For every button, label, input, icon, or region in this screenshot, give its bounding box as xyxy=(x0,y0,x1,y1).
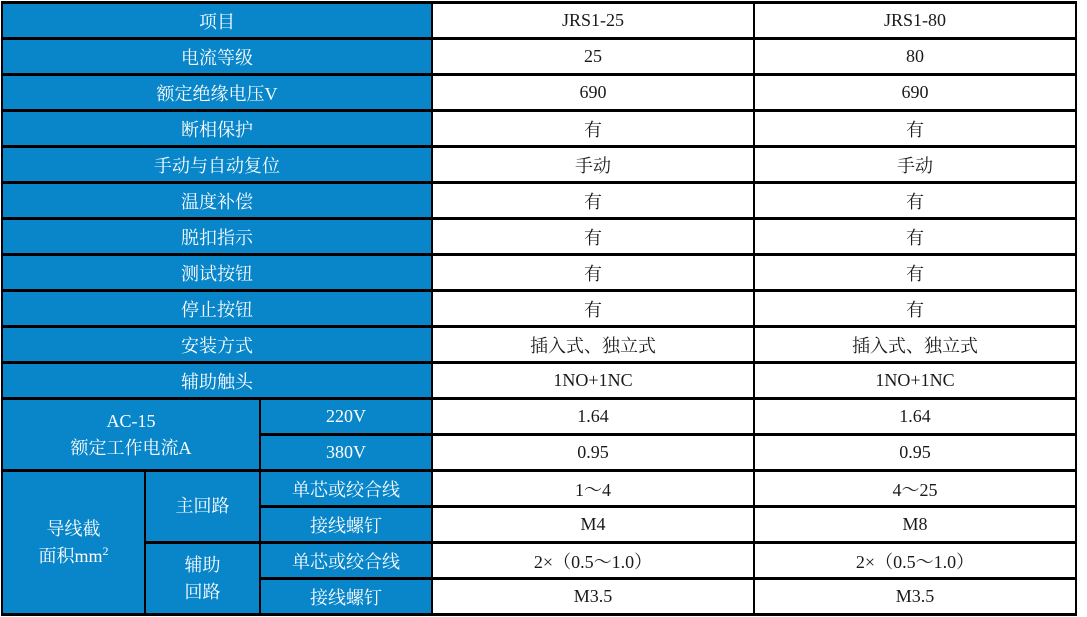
spec-table xyxy=(1,1,1077,616)
spec-label-cell: 手动与自动复位 xyxy=(2,147,432,183)
spec-value-cell: 插入式、独立式 xyxy=(432,327,754,363)
spec-value-cell: 有 xyxy=(754,255,1076,291)
row-temperature-compensation xyxy=(2,183,1076,219)
voltage-label-cell: 380V xyxy=(260,435,432,471)
wire-type-cell: 单芯或绞合线 xyxy=(260,543,432,579)
spec-value-cell: M3.5 xyxy=(432,579,754,615)
header-model-jrs1-25: JRS1-25 xyxy=(432,3,754,39)
header-model-jrs1-80: JRS1-80 xyxy=(754,3,1076,39)
wire-type-cell: 接线螺钉 xyxy=(260,507,432,543)
spec-value-cell: 1.64 xyxy=(754,399,1076,435)
wire-area-line2: 面积$mm^2$ xyxy=(38,543,109,566)
spec-value-cell: 插入式、独立式 xyxy=(754,327,1076,363)
superscript-2: 2 xyxy=(102,543,109,558)
row-rated-insulation-voltage xyxy=(2,75,1076,111)
spec-label-cell: 停止按钮 xyxy=(2,291,432,327)
circuit-group-line1: 主回路 xyxy=(175,496,230,517)
spec-value-cell: 有 xyxy=(754,219,1076,255)
spec-value-cell: 有 xyxy=(432,291,754,327)
spec-value-cell: 有 xyxy=(432,111,754,147)
spec-label-cell: 额定绝缘电压V xyxy=(2,75,432,111)
spec-label-cell: 断相保护 xyxy=(2,111,432,147)
spec-value-cell: 0.95 xyxy=(754,435,1076,471)
spec-value-cell: 有 xyxy=(754,111,1076,147)
row-current-grade xyxy=(2,39,1076,75)
spec-value-cell: 有 xyxy=(432,255,754,291)
spec-value-cell: 1～4 xyxy=(432,471,754,507)
spec-label-cell: 安装方式 xyxy=(2,327,432,363)
row-ac15-220v xyxy=(2,399,1076,435)
spec-label-cell: 电流等级 xyxy=(2,39,432,75)
circuit-group-line2: 回路 xyxy=(184,581,221,602)
ac15-label-line1: AC-15 xyxy=(106,411,156,432)
wire-area-line1: 导线截 xyxy=(46,519,101,540)
circuit-group-line1: 辅助 xyxy=(184,555,221,576)
spec-value-cell: 80 xyxy=(754,39,1076,75)
ac15-label-line2: 额定工作电流A xyxy=(70,437,192,458)
spec-value-cell: 4～25 xyxy=(754,471,1076,507)
spec-value-cell: 有 xyxy=(754,183,1076,219)
spec-value-cell: 0.95 xyxy=(432,435,754,471)
row-trip-indication xyxy=(2,219,1076,255)
row-main-circuit-wire xyxy=(2,471,1076,507)
spec-value-cell: 2×（0.5～1.0） xyxy=(754,543,1076,579)
spec-label-cell: 辅助触头 xyxy=(2,363,432,399)
spec-value-cell: 有 xyxy=(754,291,1076,327)
circuit-group-cell-main xyxy=(145,471,260,543)
wire-area-label-cell xyxy=(2,471,145,615)
row-manual-auto-reset xyxy=(2,147,1076,183)
spec-value-cell: 2×（0.5～1.0） xyxy=(432,543,754,579)
header-item-cell: 项目 xyxy=(2,3,432,39)
spec-value-cell: 手动 xyxy=(432,147,754,183)
row-aux-circuit-wire xyxy=(2,543,1076,579)
spec-value-cell: 25 xyxy=(432,39,754,75)
spec-value-cell: 690 xyxy=(432,75,754,111)
spec-value-cell: 有 xyxy=(432,219,754,255)
spec-value-cell: 690 xyxy=(754,75,1076,111)
spec-value-cell: 1NO+1NC xyxy=(754,363,1076,399)
row-phase-failure-protection xyxy=(2,111,1076,147)
voltage-label-cell: 220V xyxy=(260,399,432,435)
circuit-group-cell-aux xyxy=(145,543,260,615)
spec-value-cell: M4 xyxy=(432,507,754,543)
spec-value-cell: M3.5 xyxy=(754,579,1076,615)
spec-value-cell: M8 xyxy=(754,507,1076,543)
spec-value-cell: 1.64 xyxy=(432,399,754,435)
wire-type-cell: 接线螺钉 xyxy=(260,579,432,615)
spec-value-cell: 1NO+1NC xyxy=(432,363,754,399)
ac15-label-cell xyxy=(2,399,260,471)
row-test-button xyxy=(2,255,1076,291)
spec-label-cell: 测试按钮 xyxy=(2,255,432,291)
spec-value-cell: 有 xyxy=(432,183,754,219)
spec-value-cell: 手动 xyxy=(754,147,1076,183)
spec-label-cell: 脱扣指示 xyxy=(2,219,432,255)
row-mounting-method xyxy=(2,327,1076,363)
row-stop-button xyxy=(2,291,1076,327)
wire-type-cell: 单芯或绞合线 xyxy=(260,471,432,507)
row-auxiliary-contacts xyxy=(2,363,1076,399)
header-row xyxy=(2,3,1076,39)
spec-label-cell: 温度补偿 xyxy=(2,183,432,219)
